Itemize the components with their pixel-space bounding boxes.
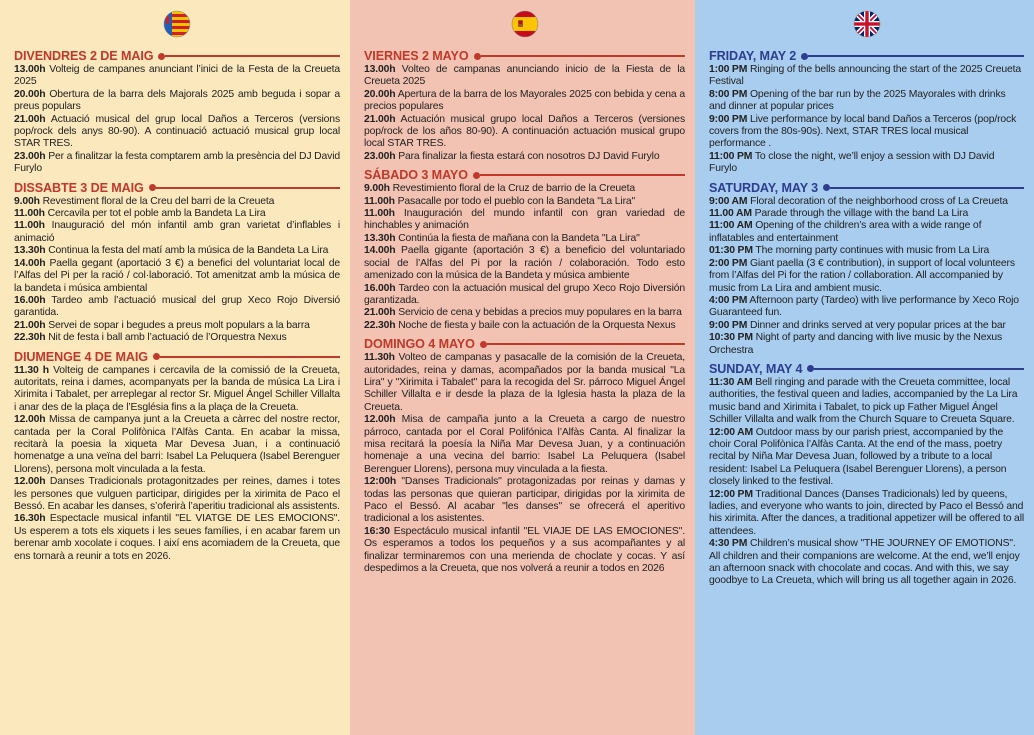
entry-text: Giant paella (3 € contribution), in support of local volunteers from l’Alfas del Pi for the ration / collaboration. All accompanied by music from La Lira and ambient music. <box>709 257 1015 294</box>
valencian-flag-icon <box>163 10 191 38</box>
entry-time: 16.00h <box>14 294 46 306</box>
schedule-entry <box>364 183 685 195</box>
schedule-entry <box>364 245 685 282</box>
entry-text: Misa de campaña junto a la Creueta a cargo de nuestro párroco, cantada por el Coral Polifónica l’Alfàs Canta. Al finalizar la misa recitará la poesía la Niña Mar Devesa Juan, y a continuación homenaje a una vecina del barrio: Isabel La Peluquera (Isabel Berenguer Llorens), persona muy vinculada a la fiesta. <box>364 414 685 475</box>
schedule-entry <box>709 151 1024 176</box>
day-heading <box>364 168 685 182</box>
heading-rule <box>473 172 685 179</box>
entry-time: 4:00 PM <box>709 294 748 306</box>
entry-time: 9:00 PM <box>709 113 748 125</box>
entry-text: Espectáculo musical infantil "EL VIAJE DE LAS EMOCIONES". Os esperamos a todos los pequeños y a sus acompañantes y al finalizar terminaremos con una merienda de choclate y cocas. Y así despedimos a la Creueta, que nos volverá a reunir a todos en 2026 <box>364 525 685 575</box>
column-valencian <box>0 0 350 735</box>
schedule-entry <box>14 245 340 257</box>
schedule-entry <box>14 295 340 320</box>
day-heading <box>364 49 685 63</box>
entry-time: 22.30h <box>14 332 46 344</box>
day-section <box>14 49 340 176</box>
entry-time: 11.00h <box>364 195 395 207</box>
schedule-entry <box>709 89 1024 114</box>
schedule-entry <box>14 196 340 208</box>
day-heading <box>709 362 1024 376</box>
day-heading <box>709 181 1024 195</box>
entry-time: 11.00h <box>14 208 45 220</box>
entry-time: 16.00h <box>364 282 396 294</box>
entry-text: Pasacalle por todo el pueblo con la Bandeta "La Lira" <box>394 195 636 207</box>
entry-text: Volteo de campanas y pasacalle de la comisión de la Creueta, autoridades, reina y damas, acompañados por la banda musical "La Lira" y "Xirimita i Tabalet" para la recogida del Sr. párroco Miguel Ángel Schiller Villalta e ir desde la plaza de la Iglesia hasta la plaza de la Creueta. <box>364 352 685 413</box>
day-title: DIUMENGE 4 DE MAIG <box>14 349 148 364</box>
entry-text: Floral decoration of the neighborhood cross of La Creueta <box>747 195 1008 207</box>
entry-text: Inauguración del mundo infantil con gran variedad de hinchables y animación <box>364 208 685 232</box>
entry-time: 4:30 PM <box>709 538 748 550</box>
schedule-entry <box>709 220 1024 245</box>
day-title: SATURDAY, MAY 3 <box>709 180 819 195</box>
entry-time: 9.00h <box>364 183 390 195</box>
entry-text: Obertura de la barra dels Majorals 2025 amb beguda i sopar a preus populars <box>14 88 340 113</box>
entry-text: Nit de festa i ball amb l’actuació de l’Orquestra Nexus <box>45 332 287 344</box>
entry-time: 12.00h <box>14 476 46 488</box>
entry-time: 9.00h <box>14 195 40 207</box>
entry-text: Children’s musical show "THE JOURNEY OF EMOTIONS". All children and their companions are welcome. At the end, we’ll enjoy an afternoon snack with chocolate and cocas. And with this, we say goodbye to La Creueta, which will bring us all together again in 2026. <box>709 538 1020 587</box>
entry-time: 10:30 PM <box>709 332 753 344</box>
entry-text: Opening of the bar run by the 2025 Mayorales with drinks and dinner at popular prices <box>709 88 1006 113</box>
entry-time: 1:00 PM <box>709 64 748 75</box>
entry-text: Opening of the children’s area with a wide range of inflatables and entertainment <box>709 220 982 244</box>
entry-text: Missa de campanya junt a la Creueta a càrrec del nostre rector, cantada per la Coral Polifònica l’Alfàs Canta. En acabar la missa, recitarà la poesia la xiqueta Mar Devesa Juan, i a continuació homenatge a una veïna del barri: Isabel La Peluquera (Isabel Berenguer Llorens), persona molt vinculada a la festa. <box>14 414 340 475</box>
entry-text: Inauguració del món infantil amb gran varietat d’inflables i animació <box>14 220 340 244</box>
day-section <box>709 181 1024 357</box>
schedule-entry <box>709 538 1024 588</box>
entry-time: 9:00 AM <box>709 195 748 207</box>
day-title: DIVENDRES 2 DE MAIG <box>14 49 154 63</box>
schedule-entry <box>364 64 685 89</box>
schedule-entry <box>14 258 340 295</box>
schedule-entry <box>709 320 1024 332</box>
uk-flag-icon <box>853 10 881 38</box>
day-list <box>364 49 685 575</box>
entry-time: 16.30h <box>14 513 46 525</box>
entry-time: 01:30 PM <box>709 245 753 257</box>
entry-time: 12:00 AM <box>709 426 754 438</box>
entry-time: 12:00 PM <box>709 488 753 500</box>
schedule-entry <box>14 320 340 332</box>
entry-text: Parade through the village with the band La Lira <box>751 208 969 220</box>
schedule-entry <box>364 233 685 245</box>
entry-text: Volteig de campanes i cercavila de la comissió de la Creueta, autoritats, reina i dames, acompanyats per la banda de música La Lira i Xirimita i Tabalet, per arreplegar al rector Sr. Miguel Ángel Schiller Villalta i anar des de la plaça de l’Església fins a la plaça de la Creueta. <box>14 364 340 413</box>
day-list <box>14 49 340 563</box>
day-heading <box>364 337 685 351</box>
entry-text: Night of party and dancing with live music by the Nexus Orchestra <box>709 332 1003 356</box>
entry-text: Tardeo con la actuación musical del grupo Xeco Rojo Diversión garantizada. <box>364 282 685 306</box>
entry-text: Actuació musical del grup local Daños a Terceros (versions pop/rock dels anys 80-90). A continuació actuació musical grup local STAR TRES. <box>14 113 340 150</box>
entry-time: 13.30h <box>364 232 396 244</box>
schedule-entry <box>14 114 340 151</box>
entry-time: 11.30h <box>364 352 395 364</box>
entry-text: Revestiment floral de la Creu del barri de la Creueta <box>39 195 275 207</box>
entry-text: Danses Tradicionals protagonitzades per reines, dames i totes les persones que vulguen participar, dirigides per la xirimita de Paco el Bessó. En acabar les danses, s’oferirà l’aperitiu tradicional als assistents. <box>14 476 340 512</box>
schedule-entry <box>14 89 340 114</box>
day-title: FRIDAY, MAY 2 <box>709 49 797 63</box>
schedule-entry <box>364 114 685 151</box>
schedule-entry <box>709 295 1024 320</box>
entry-text: Traditional Dances (Danses Tradicionals) led by queens, ladies, and everyone who wants to join, directed by Paco el Bessó and his xirimita. After the dances, a traditional appetizer will be offered to all attendees. <box>709 488 1025 537</box>
entry-text: Tardeo amb l’actuació musical del grup Xeco Rojo Diversió garantida. <box>14 294 340 319</box>
entry-time: 8:00 PM <box>709 88 748 100</box>
schedule-entry <box>14 476 340 513</box>
entry-time: 11.00h <box>14 220 45 232</box>
entry-text: Continua la festa del matí amb la música de la Bandeta La Lira <box>45 245 329 257</box>
day-heading <box>14 181 340 195</box>
day-list <box>709 49 1024 588</box>
day-heading <box>14 350 340 364</box>
entry-text: Apertura de la barra de los Mayorales 2025 con bebida y cena a precios populares <box>364 88 685 113</box>
day-title: DOMINGO 4 MAYO <box>364 337 475 352</box>
entry-text: Actuación musical grupo local Daños a Terceros (versiones pop/rock de los años 80-90). A continuación actuación musical grupo local STAR TRES. <box>364 113 685 150</box>
schedule-entry <box>14 208 340 220</box>
entry-text: Ringing of the bells announcing the start of the 2025 Creueta Festival <box>709 64 1021 88</box>
entry-text: The morning party continues with music from La Lira <box>752 245 990 257</box>
entry-text: Paella gigante (aportación 3 €) a beneficio del voluntariado social de l’Alfas del Pi por la ración / colaboración. Todo esto amenizado con la música de la Bandeta y música ambiente <box>364 245 685 282</box>
spanish-flag-icon <box>511 10 539 38</box>
entry-time: 14.00h <box>364 245 396 257</box>
schedule-entry <box>14 365 340 415</box>
day-heading <box>709 49 1024 63</box>
schedule-entry <box>709 332 1024 357</box>
column-english <box>695 0 1034 735</box>
schedule-entry <box>14 64 340 89</box>
entry-text: Servei de sopar i begudes a preus molt populars a la barra <box>45 319 310 331</box>
schedule-entry <box>364 414 685 476</box>
day-title: DISSABTE 3 DE MAIG <box>14 180 144 195</box>
schedule-entry <box>364 307 685 319</box>
entry-text: Volteo de campanas anunciando inicio de la Fiesta de la Creueta 2025 <box>364 64 685 88</box>
schedule-entry <box>709 489 1024 539</box>
schedule-entry <box>14 151 340 176</box>
entry-text: Para finalizar la fiesta estará con nosotros DJ David Furylo <box>395 150 660 162</box>
entry-time: 21.00h <box>14 319 46 331</box>
schedule-entry <box>709 245 1024 257</box>
day-section <box>14 181 340 345</box>
entry-time: 11:30 AM <box>709 376 753 388</box>
entry-time: 13.00h <box>14 64 46 75</box>
schedule-entry <box>709 64 1024 89</box>
day-section <box>364 49 685 163</box>
entry-text: Cercavila per tot el poble amb la Bandeta La Lira <box>44 208 266 220</box>
entry-text: Paella gegant (aportació 3 €) a benefici del voluntariat local de l’Alfas del Pi per la ració / col·laboració. Tot amenitzat amb la música de la bandeta i música ambiental <box>14 257 340 294</box>
entry-time: 13.00h <box>364 64 396 75</box>
heading-rule <box>823 184 1024 191</box>
entry-time: 12.00h <box>14 414 46 426</box>
entry-time: 21.00h <box>14 113 46 125</box>
schedule-entry <box>709 196 1024 208</box>
schedule-entry <box>364 352 685 414</box>
day-title: SÁBADO 3 MAYO <box>364 168 468 183</box>
schedule-entry <box>364 89 685 114</box>
heading-rule <box>474 53 685 60</box>
entry-text: Continúa la fiesta de mañana con la Bandeta "La Lira" <box>395 232 640 244</box>
day-section <box>709 362 1024 588</box>
entry-text: Dinner and drinks served at very popular prices at the bar <box>747 319 1006 331</box>
column-spanish <box>350 0 695 735</box>
entry-time: 11.30 h <box>14 364 49 376</box>
entry-text: Outdoor mass by our parish priest, accompanied by the choir Coral Polifònica l’Alfàs Canta. At the end of the mass, poetry recital by Niña Mar Devesa Juan, followed by a tribute to a local resident: Isabel La Peluquera (Isabel Berenguer Llorens), a person closely linked to the festival. <box>709 426 1007 488</box>
schedule-entry <box>364 526 685 576</box>
entry-time: 12.00h <box>364 414 396 426</box>
entry-text: Noche de fiesta y baile con la actuación de la Orquesta Nexus <box>395 319 676 331</box>
entry-time: 9:00 PM <box>709 319 748 331</box>
day-section <box>364 337 685 575</box>
entry-text: Volteig de campanes anunciant l’inici de la Festa de la Creueta 2025 <box>14 64 340 88</box>
schedule-entry <box>364 283 685 308</box>
heading-rule <box>149 184 340 191</box>
day-title: SUNDAY, MAY 4 <box>709 361 803 376</box>
entry-text: Servicio de cena y bebidas a precios muy populares en la barra <box>395 307 682 319</box>
heading-rule <box>801 53 1024 60</box>
entry-text: Bell ringing and parade with the Creueta committee, local authorities, the festival queen and ladies, accompanied by the La Lira music band and Xirimita i Tabalet, to pick up Father Miguel Ángel Schiller Villalta and walk from the Church Square to Creueta Square. <box>709 376 1018 426</box>
schedule-entry <box>709 377 1024 427</box>
entry-time: 20.00h <box>14 88 46 100</box>
entry-time: 12:00h <box>364 476 397 488</box>
day-heading <box>14 49 340 63</box>
entry-text: Espectacle musical infantil "EL VIATGE DE LES EMOCIONS". Us esperem a tots els xiquets i les seues famílies, i en acabar farem un berenar amb xocolate i coques. I així ens acomiadem de la Creueta, que ens tornarà a reunir a tots en 2026. <box>14 513 340 562</box>
day-section <box>364 168 685 332</box>
entry-time: 11:00 AM <box>709 220 753 232</box>
schedule-entry <box>14 332 340 344</box>
schedule-entry <box>14 513 340 563</box>
entry-time: 21.00h <box>364 113 396 125</box>
entry-time: 21.00h <box>364 307 396 319</box>
entry-time: 23.00h <box>364 150 396 162</box>
entry-text: Revestimiento floral de la Cruz de barrio de la Creueta <box>389 183 635 195</box>
entry-time: 13.30h <box>14 245 46 257</box>
schedule-entry <box>709 258 1024 295</box>
entry-text: Live performance by local band Daños a Terceros (pop/rock covers from the 80s-90s). Next, STAR TRES local musical performance . <box>709 113 1017 150</box>
day-title: VIERNES 2 MAYO <box>364 49 469 63</box>
schedule-entry <box>709 114 1024 151</box>
entry-time: 14.00h <box>14 257 46 269</box>
schedule-entry <box>364 196 685 208</box>
entry-text: "Danses Tradicionals" protagonizadas por reinas y damas y todas las personas que quieran participar, dirigidas por la xirimita de Paco el Bessó. Al acabar "les danses" se ofrecerá el aperitivo tradicional a los asistentes. <box>364 476 685 525</box>
entry-time: 20.00h <box>364 88 396 100</box>
day-section <box>14 350 340 564</box>
entry-time: 22.30h <box>364 319 396 331</box>
schedule-entry <box>14 220 340 245</box>
schedule-entry <box>364 208 685 233</box>
schedule-entry <box>709 427 1024 489</box>
schedule-entry <box>364 320 685 332</box>
entry-time: 2:00 PM <box>709 257 748 269</box>
heading-rule <box>153 353 340 360</box>
entry-time: 23.00h <box>14 150 46 162</box>
entry-time: 16:30 <box>364 525 390 537</box>
entry-text: To close the night, we’ll enjoy a session with DJ David Furylo <box>709 150 995 175</box>
entry-text: Per a finalitzar la festa comptarem amb la presència del DJ David Furylo <box>14 150 340 175</box>
schedule-entry <box>364 476 685 526</box>
schedule-entry <box>709 208 1024 220</box>
heading-rule <box>158 53 340 60</box>
schedule-entry <box>14 414 340 476</box>
entry-time: 11.00h <box>364 208 395 220</box>
schedule-entry <box>364 151 685 163</box>
entry-time: 11:00 PM <box>709 150 753 162</box>
day-section <box>709 49 1024 176</box>
heading-rule <box>480 341 685 348</box>
entry-time: 11.00 AM <box>709 208 752 220</box>
heading-rule <box>807 365 1024 372</box>
entry-text: Afternoon party (Tardeo) with live performance by Xeco Rojo Guaranteed fun. <box>709 294 1019 319</box>
